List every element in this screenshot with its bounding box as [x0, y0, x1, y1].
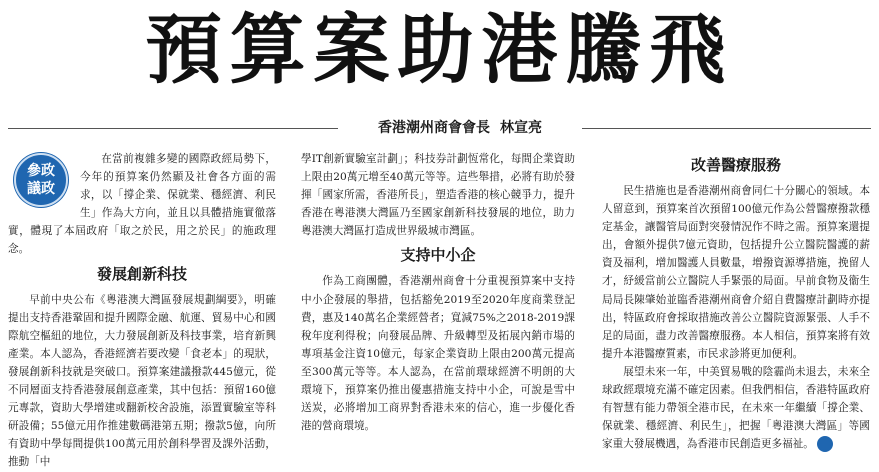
column-1 — [8, 150, 276, 472]
byline-role: 香港潮州商會會長 — [378, 120, 490, 136]
outlook-paragraph — [602, 363, 870, 453]
innovation-continued-paragraph: 學IT創新實驗室計劃」；科技券計劃恆常化，每間企業資助上限由20萬元增至40萬元等等。這些舉措，必將有助於發揮「國家所需，香港所長」，塑造香港的核心競爭力，提升香港在粵港澳大灣區乃至國家創新科技發展的地位，助力粵港澳大灣區打造成世界級城市灣區。 — [301, 153, 575, 238]
sme-paragraph: 作為工商團體，香港潮州商會十分重視預算案中支持中小企發展的舉措，包括豁免2019至2020年度商業登記費，惠及140萬名企業經營者；寬減75%之2018-2019課稅年度利得稅；向發展品牌、升級轉型及拓展內銷市場的專項基金注資10億元，每家企業資助上限由200萬元提高至300萬元等等。本人認為，在當前環球經濟不明朗的大環境下，預算案仍推出優惠措施支持中小企，可說是雪中送炭，必將增加工商界對香港未來的信心，進一步優化香港的營商環境。 — [301, 275, 575, 433]
headline: 預算案助港騰飛 — [145, 5, 734, 94]
innovation-paragraph: 早前中央公布《粵港澳大灣區發展規劃綱要》，明確提出支持香港鞏固和提升國際金融、航運、貿易中心和國際航空樞紐的地位，大力發展創新及科技事業，培育新興產業。本人認為，香港經濟若要改變「食老本」的現狀，發展創新科技就是突破口。預算案建議撥款445億元，從不同層面支持香港發展創意產業，其中包括：預留160億元專款，資助大學增建或翻新校舍設施，添置實驗室等科研設備；55億元用作推建數碼港第五期；撥款5億，向所有資助中學每間提供100萬元用於創科學習及課外活動，推動「中 — [8, 293, 276, 469]
column-2 — [301, 150, 575, 435]
column-3 — [602, 150, 870, 453]
healthcare-paragraph: 民生措施也是香港潮州商會同仁十分關心的領域。本人留意到，預算案首次預留100億元作為公營醫療撥款穩定基金，讓醫管局面對突發情況作不時之需。預算案還提出，會額外提供7億元資助，包括提升公立醫院醫護的薪資及福利，增加醫護人員數量，增撥資源導措施，挽留人才，紓緩當前公立醫院人手緊張的局面。早前食物及衞生局局長陳肇始並臨香港潮州商會介紹自費醫療計劃時亦提出，特區政府會採取措施改善公立醫院資源緊張、人手不足的局面，盡力改善醫療服務。本人相信，預算案將有效提升本港醫療質素，市民求診將更加便利。 — [602, 185, 870, 360]
section-heading-healthcare: 改善醫療服務 — [690, 156, 781, 174]
badge-line-1: 參政 — [27, 163, 55, 179]
byline — [340, 118, 580, 138]
byline-rule-left — [8, 128, 338, 129]
badge-line-2: 議政 — [27, 181, 55, 197]
section-heading-sme: 支持中小企 — [400, 246, 476, 265]
newspaper-logo-icon: HH — [817, 436, 833, 452]
intro-paragraph: 在當前複雜多變的國際政經局勢下，今年的預算案仍然顯及社會各方面的需求，以「撐企業、保就業、穩經濟、利民生」作為大方向，並且以具體措施實徹落實，體現了本屆政府「取之於民，用之於民」的施政理念。 — [8, 153, 276, 256]
byline-name: 林宣亮 — [500, 120, 542, 136]
section-heading-innovation: 發展創新科技 — [96, 264, 187, 283]
column-badge — [14, 153, 68, 207]
outlook-text: 展望未來一年，中美貿易戰的陰霾尚未退去，未來全球政經環境充滿不確定因素。但我們相信，香港特區政府有智慧有能力帶領全港市民，在未來一年繼續「撐企業、保就業、穩經濟、利民生」，把握「粵港澳大灣區」等國家重大發展機遇，為香港市民創造更多福祉。 — [602, 365, 870, 451]
byline-rule-right — [582, 128, 871, 129]
